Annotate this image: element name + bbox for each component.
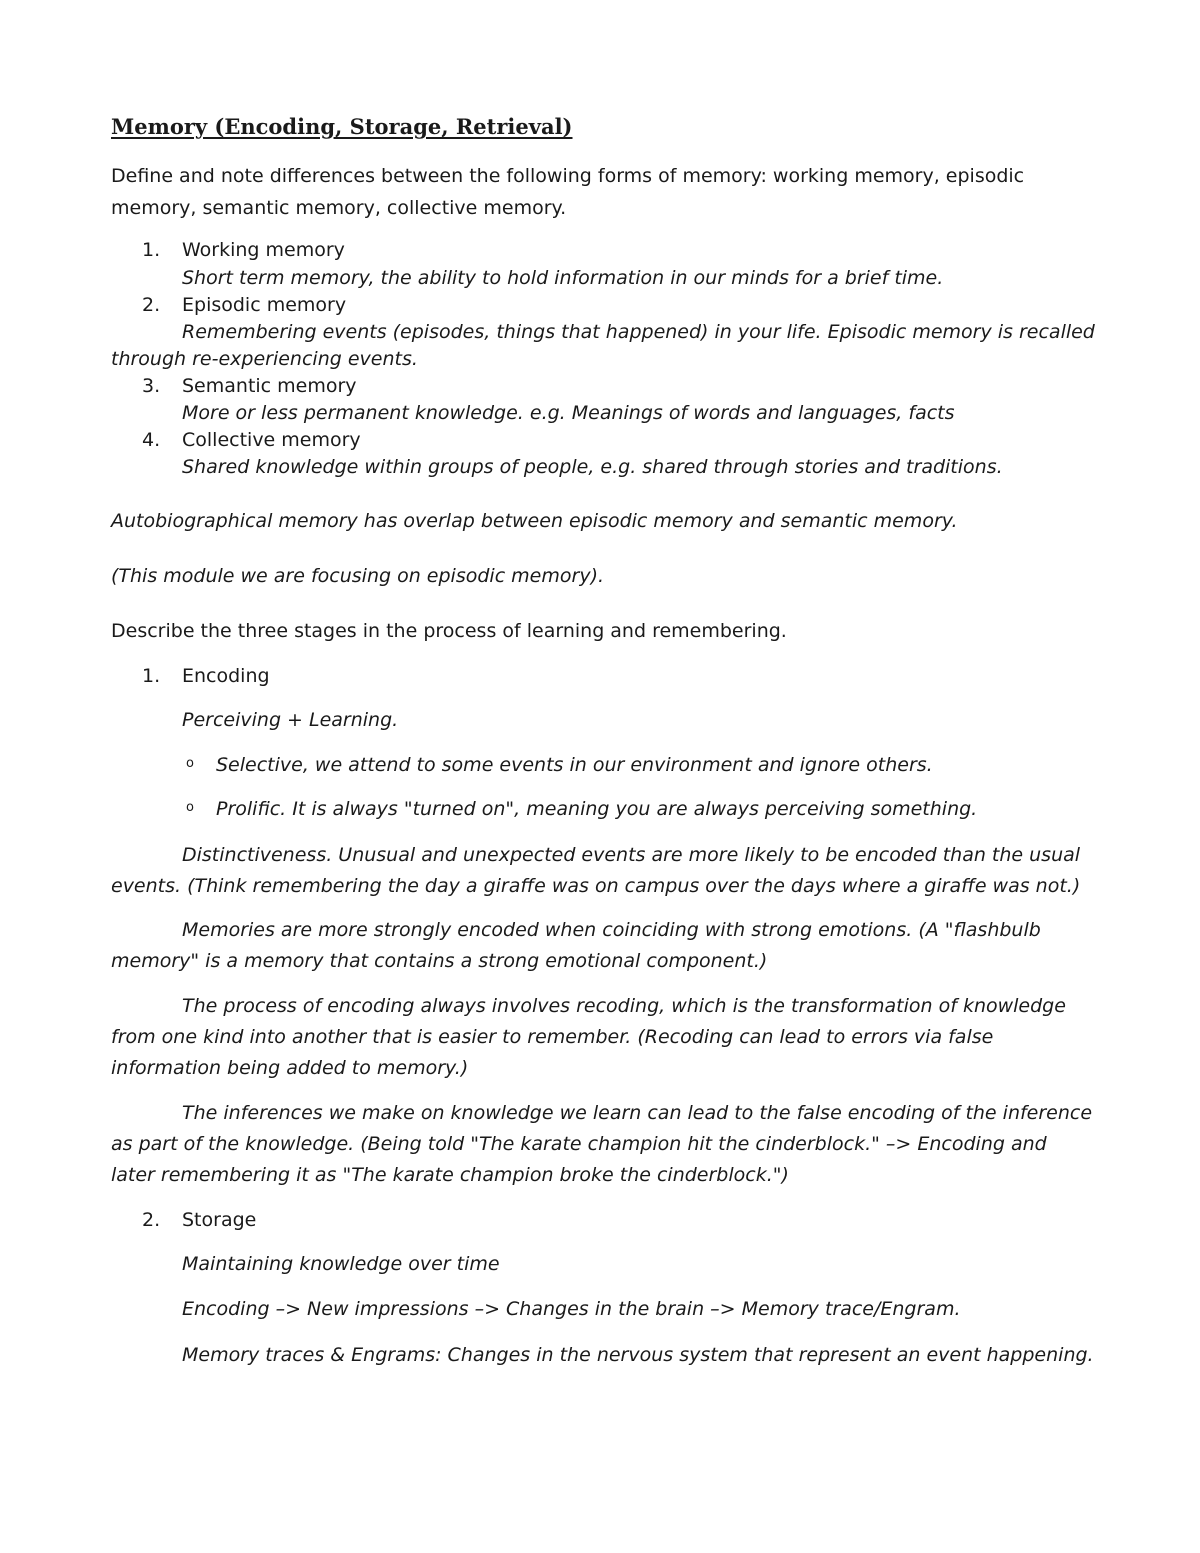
list-number: 2. xyxy=(142,1209,161,1231)
paragraph-line: information being added to memory.) xyxy=(111,1057,469,1079)
paragraph-line: The process of encoding always involves recoding, which is the transformation of knowledge xyxy=(182,995,1066,1017)
list-number: 4. xyxy=(142,429,161,451)
stage-name: Storage xyxy=(182,1209,257,1231)
memory-form-definition: through re-experiencing events. xyxy=(111,348,418,370)
memory-form-definition: Shared knowledge within groups of people, e.g. shared through stories and traditions. xyxy=(182,456,1003,478)
bullet-text: Selective, we attend to some events in our environment and ignore others. xyxy=(216,754,933,776)
paragraph-line: Distinctiveness. Unusual and unexpected events are more likely to be encoded than the usual xyxy=(182,844,1081,866)
list-number: 1. xyxy=(142,239,161,261)
bullet-text: Prolific. It is always "turned on", meaning you are always perceiving something. xyxy=(216,798,978,820)
question-line: Describe the three stages in the process of learning and remembering. xyxy=(111,620,787,642)
memory-form-name: Working memory xyxy=(182,239,345,261)
list-number: 1. xyxy=(142,665,161,687)
bullet-marker: o xyxy=(186,756,194,771)
memory-form-definition: More or less permanent knowledge. e.g. Meanings of words and languages, facts xyxy=(182,402,955,424)
paragraph-line: The inferences we make on knowledge we learn can lead to the false encoding of the inference xyxy=(182,1102,1093,1124)
memory-form-definition: Short term memory, the ability to hold information in our minds for a brief time. xyxy=(182,267,944,289)
stage-subtitle: Perceiving + Learning. xyxy=(182,709,399,731)
question-line: memory, semantic memory, collective memory. xyxy=(111,197,567,219)
storage-line: Encoding –> New impressions –> Changes in the brain –> Memory trace/Engram. xyxy=(182,1298,961,1320)
paragraph-line: Memories are more strongly encoded when coinciding with strong emotions. (A "flashbulb xyxy=(182,919,1041,941)
memory-form-name: Semantic memory xyxy=(182,375,357,397)
memory-form-name: Episodic memory xyxy=(182,294,347,316)
paragraph-line: events. (Think remembering the day a giraffe was on campus over the days where a giraffe was not.) xyxy=(111,875,1081,897)
paragraph-line: later remembering it as "The karate champion broke the cinderblock.") xyxy=(111,1164,789,1186)
paragraph-line: memory" is a memory that contains a strong emotional component.) xyxy=(111,950,768,972)
bullet-marker: o xyxy=(186,800,194,815)
stage-name: Encoding xyxy=(182,665,270,687)
paragraph-line: from one kind into another that is easier to remember. (Recoding can lead to errors via false xyxy=(111,1026,994,1048)
note-paragraph: (This module we are focusing on episodic memory). xyxy=(111,565,605,587)
note-paragraph: Autobiographical memory has overlap between episodic memory and semantic memory. xyxy=(111,510,958,532)
question-line: Define and note differences between the following forms of memory: working memory, episodic xyxy=(111,165,1025,187)
storage-line: Memory traces & Engrams: Changes in the nervous system that represent an event happening. xyxy=(182,1344,1094,1366)
memory-form-definition: Remembering events (episodes, things that happened) in your life. Episodic memory is recalled xyxy=(182,321,1095,343)
paragraph-line: as part of the knowledge. (Being told "The karate champion hit the cinderblock." –> Encoding and xyxy=(111,1133,1047,1155)
document-title: Memory (Encoding, Storage, Retrieval) xyxy=(111,114,573,139)
list-number: 2. xyxy=(142,294,161,316)
memory-form-name: Collective memory xyxy=(182,429,361,451)
list-number: 3. xyxy=(142,375,161,397)
storage-line: Maintaining knowledge over time xyxy=(182,1253,500,1275)
